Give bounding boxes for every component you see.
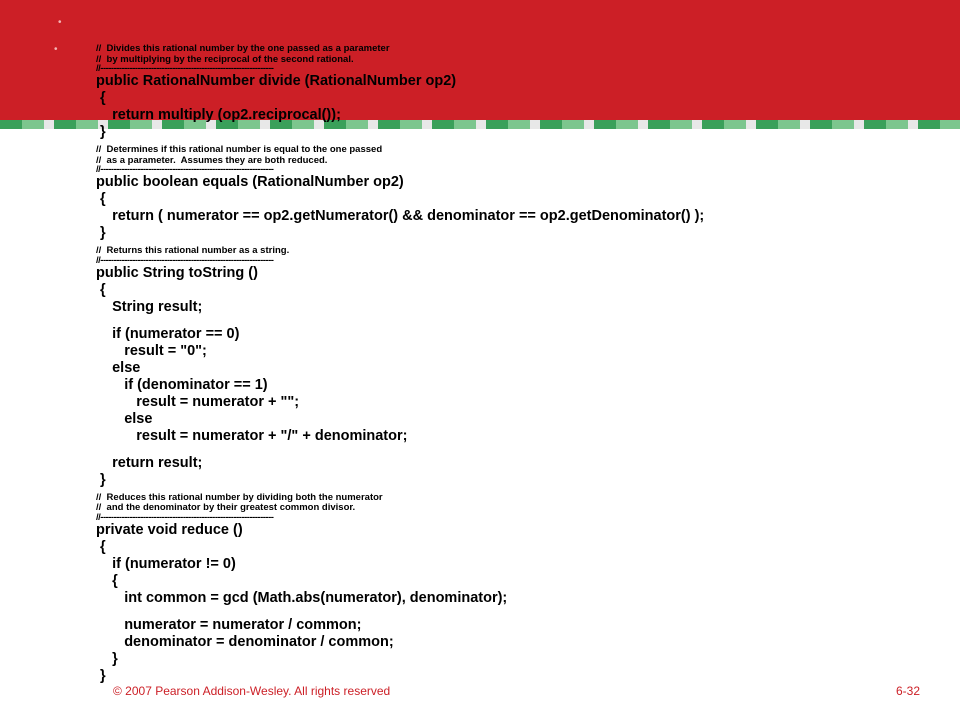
- code-line: public boolean equals (RationalNumber op2): [96, 174, 404, 190]
- code-line: {: [96, 191, 106, 207]
- footer-copyright: © 2007 Pearson Addison-Wesley. All rights reserved: [113, 684, 391, 698]
- code-line: }: [96, 650, 118, 667]
- code-line: }: [96, 124, 106, 140]
- code-line: private void reduce (): [96, 521, 243, 538]
- code-line: if (denominator == 1): [96, 376, 268, 393]
- page-number: 6-32: [895, 684, 920, 698]
- code-line: return ( numerator == op2.getNumerator() && denominator == op2.getDenominator() );: [96, 208, 705, 224]
- code-comment: // Determines if this rational number is equal to the one passed: [96, 144, 383, 155]
- code-line: return multiply (op2.reciprocal());: [96, 107, 341, 123]
- code-line: {: [96, 538, 106, 555]
- code-line: else: [96, 410, 153, 427]
- code-line: if (numerator != 0): [96, 555, 236, 572]
- code-line: numerator = numerator / common;: [96, 616, 362, 633]
- code-comment: // Divides this rational number by the one passed as a parameter: [96, 43, 390, 54]
- code-line: else: [96, 359, 141, 376]
- code-divider: //-----------------------------------------------------------------: [96, 63, 274, 74]
- code-line: result = numerator + "";: [96, 393, 300, 410]
- code-line: String result;: [96, 298, 203, 315]
- bullet-marker: •: [58, 17, 62, 28]
- code-comment: // Reduces this rational number by dividing both the numerator: [96, 491, 383, 503]
- code-divider: //-----------------------------------------------------------------: [96, 254, 274, 266]
- code-line: public String toString (): [96, 264, 258, 281]
- code-line: }: [96, 667, 106, 684]
- code-line: {: [96, 572, 118, 589]
- code-line: int common = gcd (Math.abs(numerator), denominator);: [96, 589, 508, 606]
- code-line: if (numerator == 0): [96, 325, 240, 342]
- code-line: }: [96, 225, 106, 241]
- code-line: {: [96, 90, 106, 106]
- bullet-marker: •: [54, 44, 58, 55]
- code-divider: //-----------------------------------------------------------------: [96, 511, 274, 523]
- code-comment: // Returns this rational number as a string.: [96, 245, 290, 256]
- code-line: public RationalNumber divide (RationalNumber op2): [96, 73, 457, 89]
- code-line: return result;: [96, 454, 203, 471]
- code-comment: // by multiplying by the reciprocal of the second rational.: [96, 53, 354, 65]
- code-line: {: [96, 281, 106, 298]
- code-comment: // and the denominator by their greatest common divisor.: [96, 502, 356, 513]
- code-listing: [96, 44, 946, 685]
- code-comment: // as a parameter. Assumes they are both reduced.: [96, 154, 328, 166]
- code-line: result = "0";: [96, 342, 207, 359]
- code-divider: //-----------------------------------------------------------------: [96, 164, 274, 175]
- code-line: }: [96, 471, 106, 488]
- code-line: result = numerator + "/" + denominator;: [96, 427, 408, 444]
- code-line: denominator = denominator / common;: [96, 633, 394, 650]
